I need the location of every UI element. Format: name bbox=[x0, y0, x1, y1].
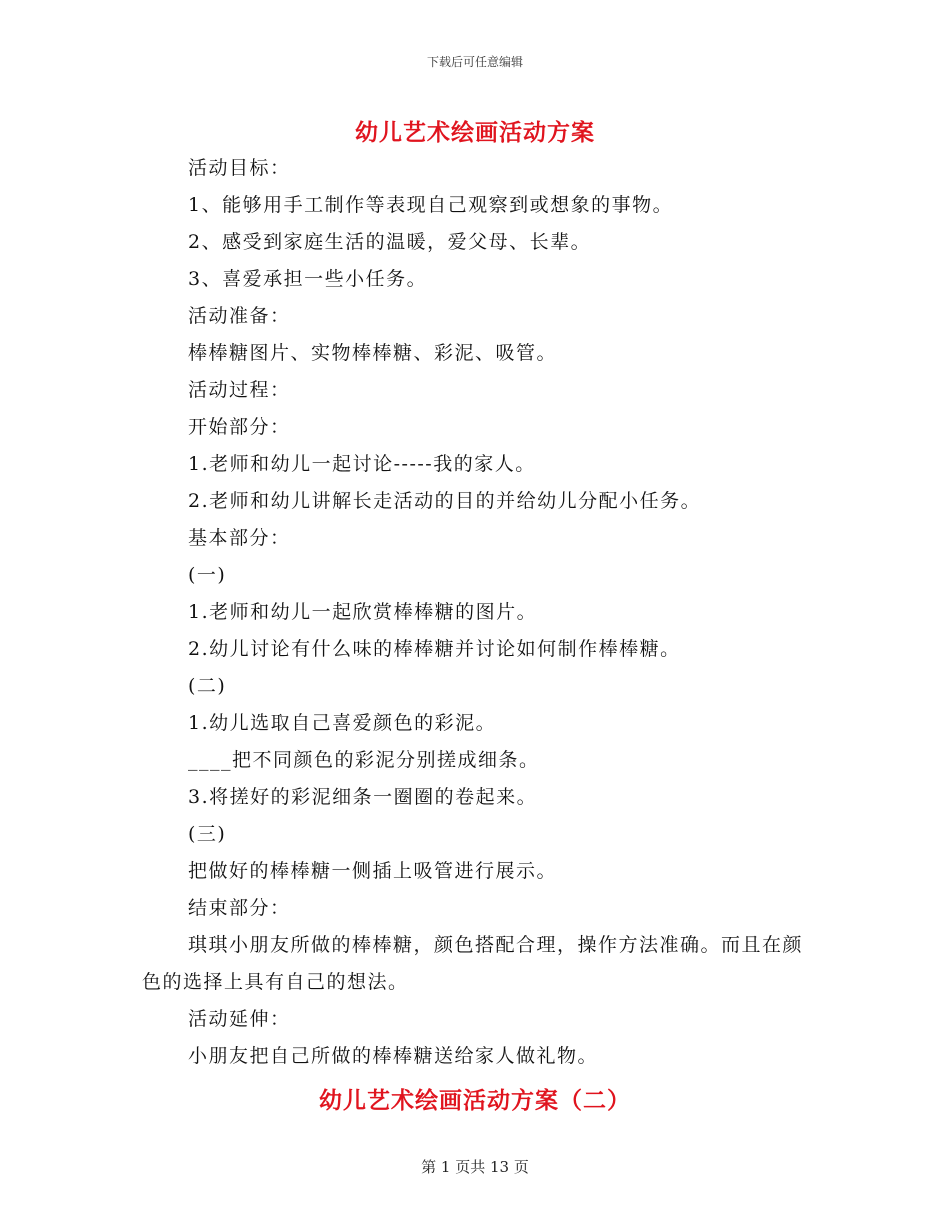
part-marker: (二) bbox=[188, 675, 227, 697]
document-title: 幼儿艺术绘画活动方案 bbox=[355, 119, 595, 146]
page-header-note: 下载后可任意编辑 bbox=[426, 55, 523, 69]
preparation-text: 棒棒糖图片、实物棒棒糖、彩泥、吸管。 bbox=[188, 342, 558, 364]
extension-text: 小朋友把自己所做的棒棒糖送给家人做礼物。 bbox=[188, 1045, 599, 1067]
section-heading-process: 活动过程： bbox=[188, 379, 291, 401]
process-step: 2.老师和幼儿讲解长走活动的目的并给幼儿分配小任务。 bbox=[188, 490, 702, 512]
section-heading-preparation: 活动准备： bbox=[188, 305, 291, 327]
goal-item: 1、能够用手工制作等表现自己观察到或想象的事物。 bbox=[188, 194, 674, 216]
process-step: 1.幼儿选取自己喜爱颜色的彩泥。 bbox=[188, 712, 497, 734]
process-step: 1.老师和幼儿一起欣赏棒棒糖的图片。 bbox=[188, 601, 538, 623]
subsection-heading-end: 结束部分： bbox=[188, 897, 291, 919]
goal-item: 2、感受到家庭生活的温暖，爱父母、长辈。 bbox=[188, 231, 592, 253]
part-marker: (一) bbox=[188, 564, 227, 586]
page-footer: 第 1 页共 13 页 bbox=[421, 1158, 529, 1176]
process-step: 3.将搓好的彩泥细条一圈圈的卷起来。 bbox=[188, 786, 538, 808]
process-step: ____把不同颜色的彩泥分别搓成细条。 bbox=[188, 749, 540, 771]
section-heading-goals: 活动目标： bbox=[188, 157, 291, 179]
process-step: 1.老师和幼儿一起讨论-----我的家人。 bbox=[188, 453, 536, 475]
process-step: 把做好的棒棒糖一侧插上吸管进行展示。 bbox=[188, 860, 558, 882]
subsection-heading-basic: 基本部分： bbox=[188, 527, 291, 549]
conclusion-paragraph: 琪琪小朋友所做的棒棒糖，颜色搭配合理，操作方法准确。而且在颜色的选择上具有自己的想法。 bbox=[142, 934, 804, 993]
goal-item: 3、喜爱承担一些小任务。 bbox=[188, 268, 428, 290]
process-step: 2.幼儿讨论有什么味的棒棒糖并讨论如何制作棒棒糖。 bbox=[188, 638, 681, 660]
subsection-heading-start: 开始部分： bbox=[188, 416, 291, 438]
document-body bbox=[142, 150, 812, 1075]
part-marker: (三) bbox=[188, 823, 227, 845]
second-document-title: 幼儿艺术绘画活动方案（二） bbox=[319, 1087, 631, 1114]
section-heading-extension: 活动延伸： bbox=[188, 1008, 291, 1030]
